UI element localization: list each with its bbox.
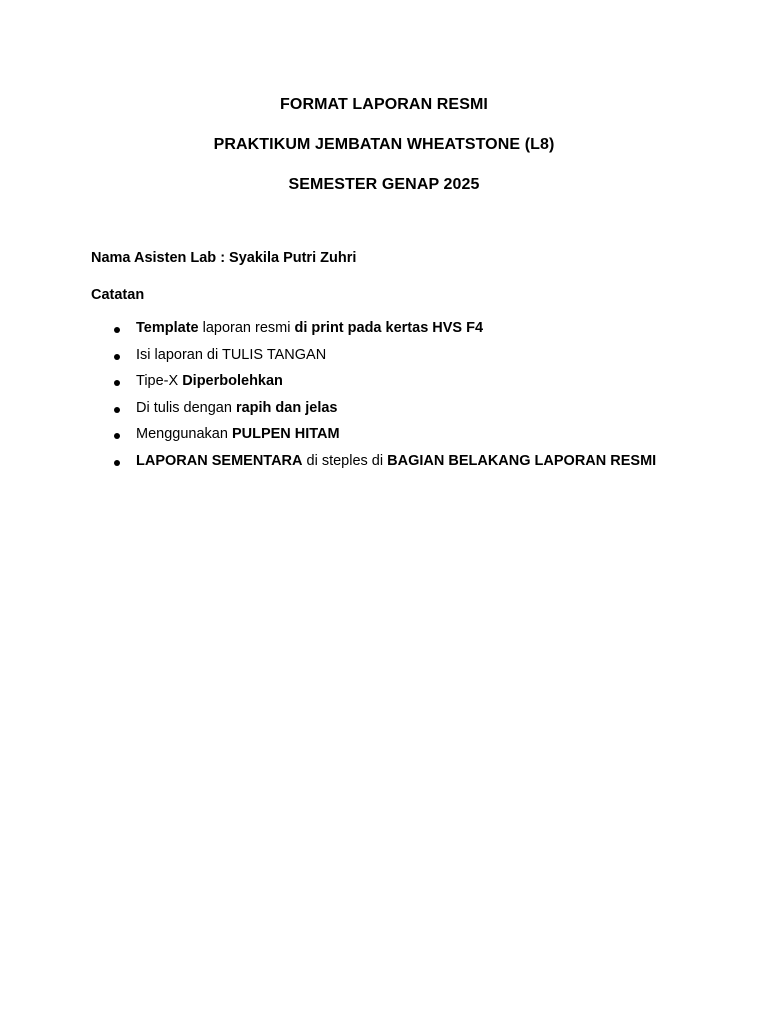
list-item [0,347,768,374]
note-text [136,453,656,469]
semester-heading: SEMESTER GENAP 2025 [288,176,480,193]
note-emphasis: LAPORAN SEMENTARA [136,452,303,469]
list-item [0,426,768,453]
note-emphasis: Template [136,320,199,336]
notes-heading: Catatan [91,287,145,303]
note-text [136,400,338,416]
note-text [136,426,340,442]
list-item [0,453,768,480]
note-plain: Menggunakan [136,426,232,442]
note-text [136,320,483,336]
bullet-icon [114,407,120,413]
document-subtitle: PRAKTIKUM JEMBATAN WHEATSTONE (L8) [213,136,555,153]
list-item [0,373,768,400]
note-emphasis: Diperbolehkan [182,373,283,389]
list-item [0,320,768,347]
note-plain: di steples di [302,452,388,469]
bullet-icon [114,380,120,386]
bullet-icon [114,433,120,439]
note-plain: Tipe-X [136,373,183,389]
note-emphasis: BAGIAN BELAKANG LAPORAN RESMI [387,452,657,469]
note-emphasis: di print pada kertas HVS F4 [294,320,484,336]
assistant-name-line: Nama Asisten Lab : Syakila Putri Zuhri [91,250,357,266]
note-text [136,373,283,389]
note-plain: Di tulis dengan [136,399,236,416]
note-emphasis: rapih dan jelas [235,399,338,416]
note-plain: laporan resmi [198,320,295,336]
bullet-icon [114,460,120,466]
note-emphasis: PULPEN HITAM [231,426,340,442]
notes-list [0,320,768,479]
list-item [0,400,768,427]
bullet-icon [114,354,120,360]
note-plain: Isi laporan di TULIS TANGAN [136,346,327,363]
document-title: FORMAT LAPORAN RESMI [280,96,488,113]
note-text [136,347,326,363]
bullet-icon [114,327,120,333]
